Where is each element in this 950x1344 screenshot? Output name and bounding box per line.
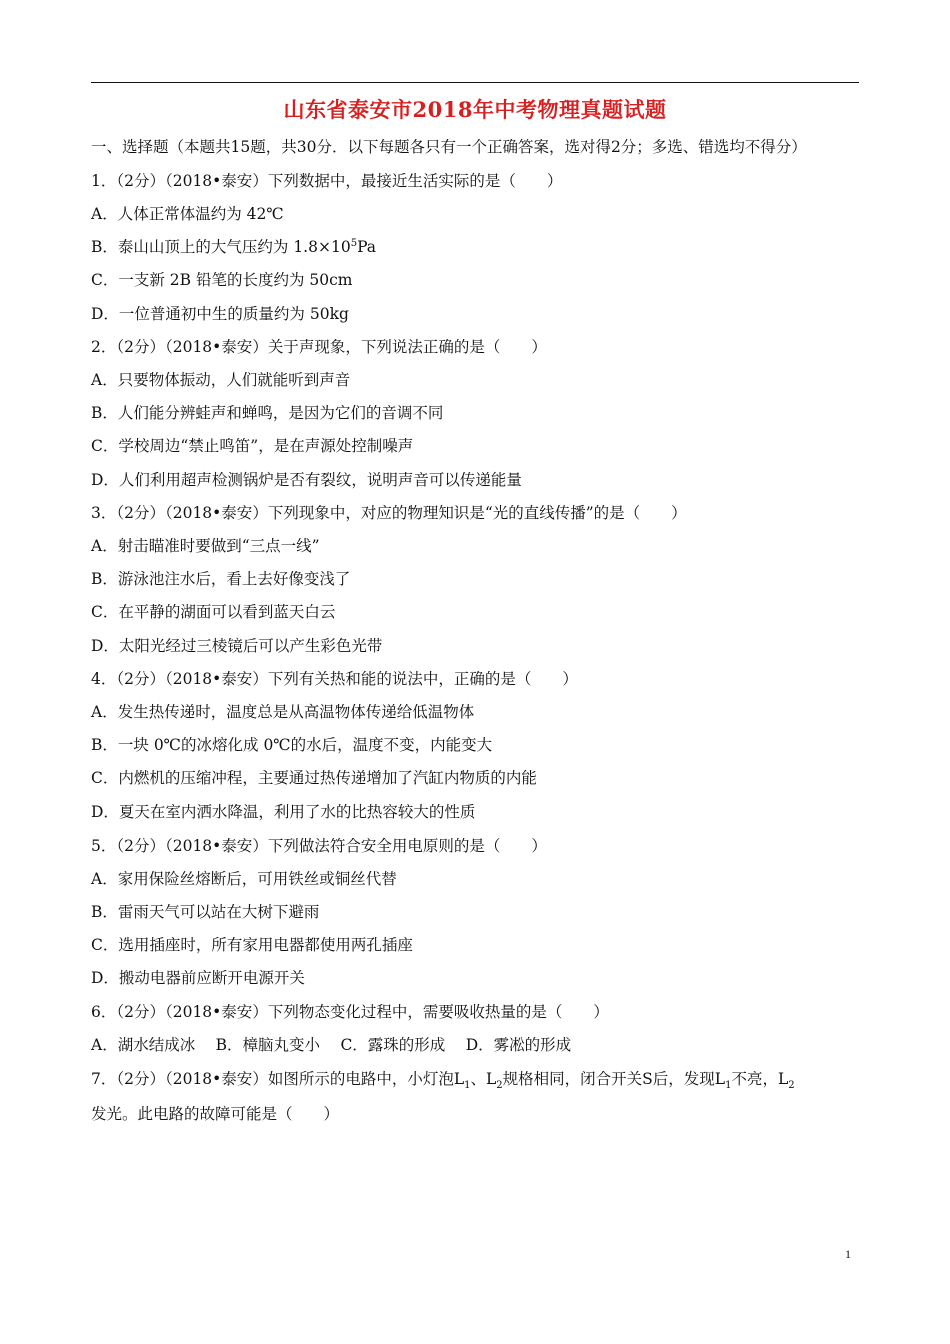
question-5-option-d: D．搬动电器前应断开电源开关 xyxy=(91,969,305,987)
question-5-option-b: B．雷雨天气可以站在大树下避雨 xyxy=(91,903,320,921)
option-b-text: B．泰山山顶上的大气压约为 1.8×10 xyxy=(91,238,351,256)
unit: Pa xyxy=(357,238,377,256)
question-4-option-a: A．发生热传递时，温度总是从高温物体传递给低温物体 xyxy=(91,703,475,721)
question-4-option-d: D．夏天在室内洒水降温，利用了水的比热容较大的性质 xyxy=(91,803,476,821)
stem-text: 、L xyxy=(470,1070,497,1088)
question-2-option-a: A．只要物体振动，人们就能听到声音 xyxy=(91,371,351,389)
question-2-option-d: D．人们利用超声检测锅炉是否有裂纹，说明声音可以传递能量 xyxy=(91,471,522,489)
question-3-option-b: B．游泳池注水后，看上去好像变浅了 xyxy=(91,570,351,588)
subscript: 1 xyxy=(464,1080,471,1092)
exponent: 5 xyxy=(350,237,358,249)
question-6-stem: 6．（2分）（2018•泰安）下列物态变化过程中，需要吸收热量的是（ ） xyxy=(91,1003,609,1021)
question-4-option-c: C．内燃机的压缩冲程，主要通过热传递增加了汽缸内物质的内能 xyxy=(91,769,537,787)
stem-text: 7．（2分）（2018•泰安）如图所示的电路中，小灯泡L xyxy=(91,1070,465,1088)
question-1-option-c: C．一支新 2B 铅笔的长度约为 50cm xyxy=(91,271,353,289)
header-rule xyxy=(91,82,859,83)
question-5-option-c: C．选用插座时，所有家用电器都使用两孔插座 xyxy=(91,936,413,954)
subscript: 2 xyxy=(496,1080,503,1092)
stem-text: 不亮，L xyxy=(731,1070,789,1088)
document-title: 山东省泰安市2018年中考物理真题试题 xyxy=(283,97,667,122)
question-2-option-c: C．学校周边“禁止鸣笛”，是在声源处控制噪声 xyxy=(91,437,414,455)
question-3-option-c: C．在平静的湖面可以看到蓝天白云 xyxy=(91,603,336,621)
stem-text: 规格相同，闭合开关S后，发现L xyxy=(502,1070,726,1088)
question-1-option-d: D．一位普通初中生的质量约为 50kg xyxy=(91,305,349,323)
question-6-options: A．湖水结成冰 B．樟脑丸变小 C．露珠的形成 D．雾凇的形成 xyxy=(91,1036,572,1054)
question-5-stem: 5．（2分）（2018•泰安）下列做法符合安全用电原则的是（ ） xyxy=(91,837,547,855)
question-3-option-a: A．射击瞄准时要做到“三点一线” xyxy=(91,537,320,555)
question-5-option-a: A．家用保险丝熔断后，可用铁丝或铜丝代替 xyxy=(91,870,397,888)
subscript: 1 xyxy=(725,1080,732,1092)
page-number: 1 xyxy=(845,1247,851,1261)
question-4-option-b: B．一块 0℃的冰熔化成 0℃的水后，温度不变，内能变大 xyxy=(91,736,493,754)
question-7-stem-continued: 发光。此电路的故障可能是（ ） xyxy=(91,1105,340,1123)
question-3-option-d: D．太阳光经过三棱镜后可以产生彩色光带 xyxy=(91,637,383,655)
question-2-option-b: B．人们能分辨蛙声和蝉鸣，是因为它们的音调不同 xyxy=(91,404,444,422)
question-1-option-a: A．人体正常体温约为 42℃ xyxy=(91,205,284,223)
question-4-stem: 4．（2分）（2018•泰安）下列有关热和能的说法中，正确的是（ ） xyxy=(91,670,578,688)
question-1-stem: 1．（2分）（2018•泰安）下列数据中，最接近生活实际的是（ ） xyxy=(91,172,563,190)
subscript: 2 xyxy=(788,1080,795,1092)
section-heading: 一、选择题（本题共15题，共30分．以下每题各只有一个正确答案，选对得2分；多选、错选均不得分） xyxy=(91,138,807,156)
question-2-stem: 2．（2分）（2018•泰安）关于声现象，下列说法正确的是（ ） xyxy=(91,338,547,356)
question-7-stem xyxy=(91,1068,871,1090)
question-3-stem: 3．（2分）（2018•泰安）下列现象中，对应的物理知识是“光的直线传播”的是（ ） xyxy=(91,504,687,522)
question-1-option-b xyxy=(91,236,871,258)
